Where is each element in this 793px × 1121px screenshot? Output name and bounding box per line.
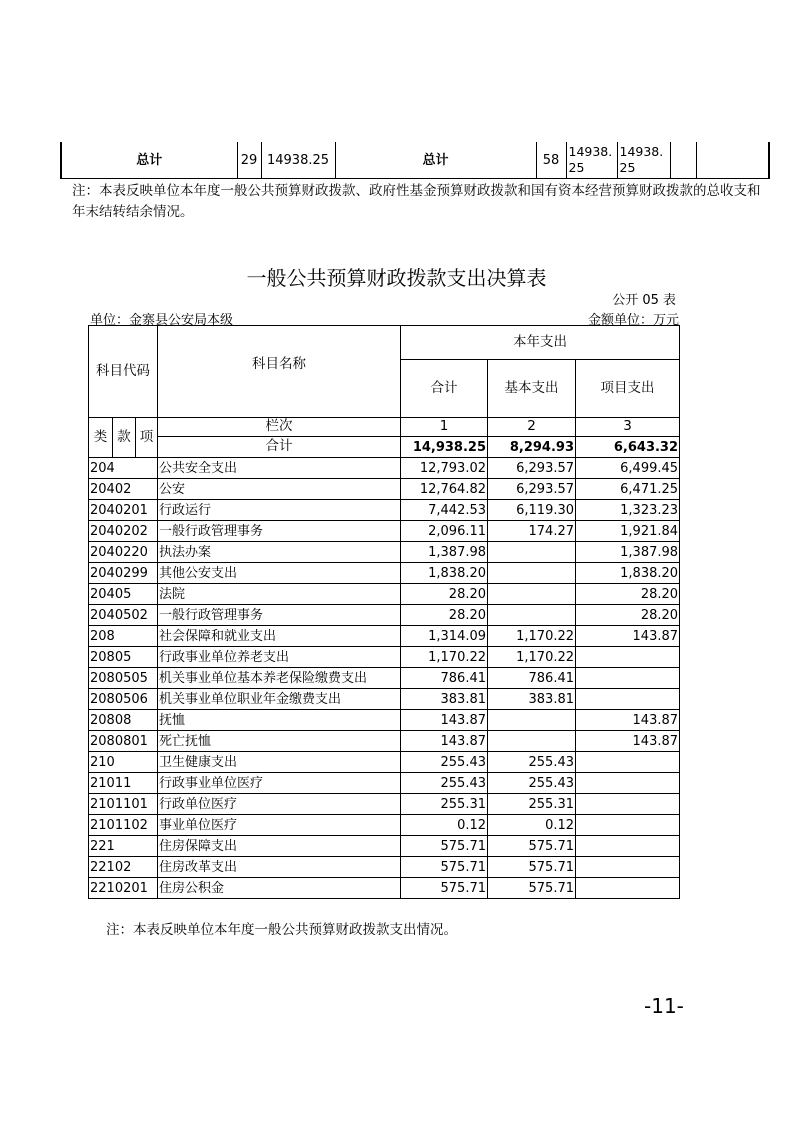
header-col2: 2: [488, 418, 576, 437]
sum-basic: 8,294.93: [488, 437, 576, 458]
row-code: 20405: [89, 584, 158, 605]
row-project: 143.87: [576, 731, 680, 752]
row-project: [576, 668, 680, 689]
row-basic: 6,293.57: [488, 479, 576, 500]
row-basic: [488, 542, 576, 563]
page-number: -11-: [644, 994, 684, 1018]
table-row: [89, 731, 680, 752]
row-name: 抚恤: [158, 710, 401, 731]
row-code: 204: [89, 458, 158, 479]
row-code: 20808: [89, 710, 158, 731]
row-project: [576, 857, 680, 878]
header-lei: 类: [89, 418, 113, 458]
summary-value-c: [670, 142, 696, 179]
row-code: 20805: [89, 647, 158, 668]
row-project: 1,323.23: [576, 500, 680, 521]
row-basic: 255.43: [488, 773, 576, 794]
row-code: 2080801: [89, 731, 158, 752]
summary-value-d: [696, 142, 769, 179]
row-code: 2101102: [89, 815, 158, 836]
row-basic: 6,119.30: [488, 500, 576, 521]
row-basic: 174.27: [488, 521, 576, 542]
sum-row: [89, 437, 680, 458]
table-row: [89, 458, 680, 479]
row-name: 公安: [158, 479, 401, 500]
row-project: [576, 752, 680, 773]
row-project: 1,387.98: [576, 542, 680, 563]
row-name: 社会保障和就业支出: [158, 626, 401, 647]
summary-value-b: 14938.25: [617, 142, 670, 179]
row-name: 行政事业单位养老支出: [158, 647, 401, 668]
row-name: 执法办案: [158, 542, 401, 563]
row-code: 2080506: [89, 689, 158, 710]
row-basic: [488, 563, 576, 584]
sum-total: 14,938.25: [401, 437, 488, 458]
summary-row: [61, 142, 769, 179]
table-row: [89, 584, 680, 605]
row-basic: 255.43: [488, 752, 576, 773]
table-row: [89, 857, 680, 878]
row-name: 行政运行: [158, 500, 401, 521]
row-project: 28.20: [576, 605, 680, 626]
header-kuan: 款: [113, 418, 136, 458]
summary-line-left: 29: [237, 142, 261, 179]
row-total: 143.87: [401, 731, 488, 752]
unit-name: 单位：金寨县公安局本级: [90, 313, 234, 328]
row-code: 208: [89, 626, 158, 647]
row-code: 2040220: [89, 542, 158, 563]
row-project: 1,838.20: [576, 563, 680, 584]
row-name: 住房公积金: [158, 878, 401, 899]
note-top: 注：本表反映单位本年度一般公共预算财政拨款、政府性基金预算财政拨款和国有资本经营预算财政拨款的总收支和年末结转结余情况。: [72, 183, 761, 220]
row-total: 575.71: [401, 878, 488, 899]
row-name: 法院: [158, 584, 401, 605]
row-project: [576, 836, 680, 857]
sum-project: 6,643.32: [576, 437, 680, 458]
header-code: 科目代码: [89, 326, 158, 418]
row-name: 机关事业单位基本养老保险缴费支出: [158, 668, 401, 689]
table-row: [89, 521, 680, 542]
sum-label: 合计: [158, 437, 401, 458]
row-basic: 383.81: [488, 689, 576, 710]
row-basic: 786.41: [488, 668, 576, 689]
row-total: 2,096.11: [401, 521, 488, 542]
row-basic: 255.31: [488, 794, 576, 815]
row-code: 22102: [89, 857, 158, 878]
header-row-1: [89, 326, 680, 360]
row-code: 21011: [89, 773, 158, 794]
row-code: 2101101: [89, 794, 158, 815]
header-basic: 基本支出: [488, 360, 576, 418]
summary-value-a: 14938.25: [566, 142, 617, 179]
summary-table: [60, 142, 770, 179]
row-total: 143.87: [401, 710, 488, 731]
header-name: 科目名称: [158, 326, 401, 418]
row-project: [576, 878, 680, 899]
row-basic: [488, 731, 576, 752]
row-total: 1,387.98: [401, 542, 488, 563]
table-row: [89, 626, 680, 647]
row-basic: 1,170.22: [488, 626, 576, 647]
row-code: 20402: [89, 479, 158, 500]
row-total: 255.43: [401, 773, 488, 794]
row-total: 12,793.02: [401, 458, 488, 479]
row-name: 事业单位医疗: [158, 815, 401, 836]
row-basic: 1,170.22: [488, 647, 576, 668]
table-row: [89, 647, 680, 668]
row-total: 28.20: [401, 584, 488, 605]
row-total: 575.71: [401, 836, 488, 857]
row-basic: [488, 605, 576, 626]
header-current-year: 本年支出: [401, 326, 680, 360]
table-row: [89, 689, 680, 710]
row-name: 住房保障支出: [158, 836, 401, 857]
table-row: [89, 752, 680, 773]
row-basic: 6,293.57: [488, 458, 576, 479]
note-bottom: 注：本表反映单位本年度一般公共预算财政拨款支出情况。: [106, 922, 457, 938]
row-basic: [488, 584, 576, 605]
row-total: 255.31: [401, 794, 488, 815]
table-row: [89, 668, 680, 689]
header-col1: 1: [401, 418, 488, 437]
row-code: 2210201: [89, 878, 158, 899]
row-project: [576, 689, 680, 710]
row-project: 143.87: [576, 626, 680, 647]
row-project: [576, 647, 680, 668]
row-total: 575.71: [401, 857, 488, 878]
row-name: 行政事业单位医疗: [158, 773, 401, 794]
row-code: 2040201: [89, 500, 158, 521]
table-row: [89, 878, 680, 899]
header-project: 项目支出: [576, 360, 680, 418]
row-project: 6,499.45: [576, 458, 680, 479]
summary-label-right: 总计: [335, 142, 536, 179]
row-name: 死亡抚恤: [158, 731, 401, 752]
table-row: [89, 794, 680, 815]
row-total: 1,170.22: [401, 647, 488, 668]
summary-value-left: 14938.25: [261, 142, 335, 179]
row-project: [576, 794, 680, 815]
row-total: 12,764.82: [401, 479, 488, 500]
header-col3: 3: [576, 418, 680, 437]
row-project: [576, 773, 680, 794]
table-row: [89, 710, 680, 731]
row-name: 其他公安支出: [158, 563, 401, 584]
table-row: [89, 605, 680, 626]
row-name: 机关事业单位职业年金缴费支出: [158, 689, 401, 710]
amount-unit: 金额单位：万元: [587, 313, 679, 328]
row-total: 786.41: [401, 668, 488, 689]
summary-label-left: 总计: [61, 142, 237, 179]
row-total: 0.12: [401, 815, 488, 836]
row-project: 28.20: [576, 584, 680, 605]
row-name: 卫生健康支出: [158, 752, 401, 773]
summary-line-right: 58: [536, 142, 566, 179]
header-total: 合计: [401, 360, 488, 418]
row-name: 一般行政管理事务: [158, 521, 401, 542]
row-total: 1,314.09: [401, 626, 488, 647]
row-code: 2040502: [89, 605, 158, 626]
row-project: 6,471.25: [576, 479, 680, 500]
table-row: [89, 836, 680, 857]
table-row: [89, 479, 680, 500]
row-name: 行政单位医疗: [158, 794, 401, 815]
row-basic: 575.71: [488, 878, 576, 899]
header-row-3: [89, 418, 680, 437]
row-basic: 575.71: [488, 857, 576, 878]
row-basic: 575.71: [488, 836, 576, 857]
row-total: 1,838.20: [401, 563, 488, 584]
row-basic: 0.12: [488, 815, 576, 836]
row-name: 住房改革支出: [158, 857, 401, 878]
row-total: 255.43: [401, 752, 488, 773]
row-project: [576, 815, 680, 836]
row-code: 2040299: [89, 563, 158, 584]
row-project: 143.87: [576, 710, 680, 731]
row-code: 221: [89, 836, 158, 857]
table-row: [89, 563, 680, 584]
row-code: 2040202: [89, 521, 158, 542]
row-total: 383.81: [401, 689, 488, 710]
row-total: 7,442.53: [401, 500, 488, 521]
expenditure-table: [88, 325, 680, 899]
page-title: 一般公共预算财政拨款支出决算表: [246, 266, 547, 290]
row-code: 2080505: [89, 668, 158, 689]
form-number: 公开 05 表: [612, 293, 676, 308]
table-row: [89, 542, 680, 563]
table-body: [89, 458, 680, 899]
table-row: [89, 773, 680, 794]
row-code: 210: [89, 752, 158, 773]
row-name: 公共安全支出: [158, 458, 401, 479]
table-row: [89, 500, 680, 521]
row-project: 1,921.84: [576, 521, 680, 542]
header-xiang: 项: [136, 418, 158, 458]
header-column-index: 栏次: [158, 418, 401, 437]
row-total: 28.20: [401, 605, 488, 626]
row-name: 一般行政管理事务: [158, 605, 401, 626]
table-row: [89, 815, 680, 836]
row-basic: [488, 710, 576, 731]
